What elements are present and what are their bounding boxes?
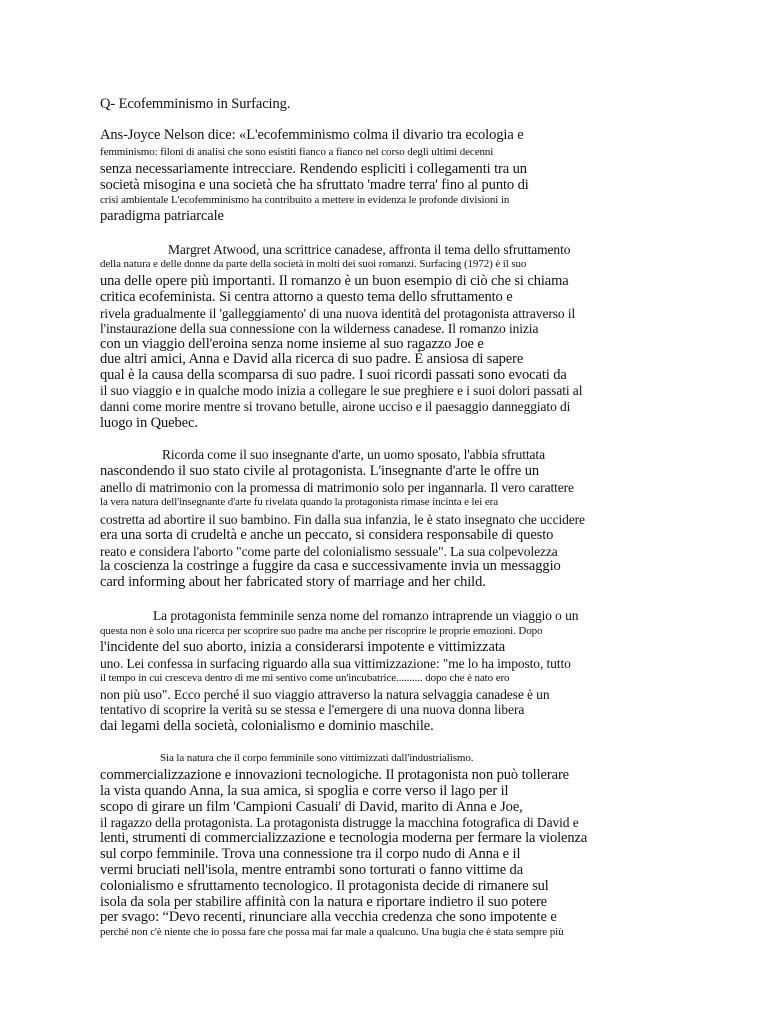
paragraph-2-line: danni come morire mentre si trovano betulle, airone ucciso e il paesaggio danneggiato di <box>100 399 571 414</box>
paragraph-2-line: critica ecofeminista. Si centra attorno a questo tema dello sfruttamento e <box>100 289 513 305</box>
paragraph-3-line: era una sorta di crudeltà e anche un peccato, si considera responsabile di questo <box>100 527 554 543</box>
paragraph-2-line: due altri amici, Anna e David alla ricerca di suo padre. È ansiosa di sapere <box>100 351 524 367</box>
paragraph-2-line: rivela gradualmente il 'galleggiamento' di una nuova identità del protagonista attraverso il <box>100 306 576 321</box>
paragraph-1-line: Ans-Joyce Nelson dice: «L'ecofemminismo colma il divario tra ecologia e <box>100 127 524 143</box>
paragraph-3-line: la vera natura dell'insegnante d'arte fu rivelata quando la protagonista rimase incinta e lei era <box>100 496 499 508</box>
paragraph-4-line: uno. Lei confessa in surfacing riguardo alla sua vittimizzazione: "me lo ha imposto, tutto <box>100 656 571 671</box>
paragraph-5-line: la vista quando Anna, la sua amica, si spoglia e corre verso il lago per il <box>100 783 509 799</box>
page-title: Q- Ecofemminismo in Surfacing. <box>100 96 291 112</box>
paragraph-2-line: della natura e delle donne da parte della società in molti dei suoi romanzi. Surfacing (1972) è il suo <box>100 258 527 270</box>
paragraph-5-line: perché non c'è niente che io possa fare che possa mai far male a qualcuno. Una bugia che è stata sempre più <box>100 926 564 938</box>
paragraph-5-line: commercializzazione e innovazioni tecnologiche. Il protagonista non può tollerare <box>100 767 570 783</box>
paragraph-3-line: la coscienza la costringe a fuggire da casa e successivamente invia un messaggio <box>100 558 561 574</box>
paragraph-3-line: reato e considera l'aborto "come parte del colonialismo sessuale". La sua colpevolezza <box>100 544 558 559</box>
paragraph-3-line: nascondendo il suo stato civile al protagonista. L'insegnante d'arte le offre un <box>100 463 540 479</box>
paragraph-4-line: dai legami della società, colonialismo e dominio maschile. <box>100 718 434 734</box>
paragraph-5-line: colonialismo e sfruttamento tecnologico. Il protagonista decide di rimanere sul <box>100 878 549 894</box>
paragraph-2-line: una delle opere più importanti. Il romanzo è un buon esempio di ciò che si chiama <box>100 273 569 289</box>
paragraph-3-line: anello di matrimonio con la promessa di matrimonio solo per ingannarla. Il vero carattere <box>100 480 574 495</box>
paragraph-5-line: Sia la natura che il corpo femminile sono vittimizzati dall'industrialismo. <box>160 752 474 764</box>
paragraph-1-line: paradigma patriarcale <box>100 208 224 224</box>
paragraph-2-line: Margret Atwood, una scrittrice canadese, affronta il tema dello sfruttamento <box>168 242 571 257</box>
paragraph-3-line: Ricorda come il suo insegnante d'arte, un uomo sposato, l'abbia sfruttata <box>162 447 545 462</box>
paragraph-1-line: crisi ambientale L'ecofemminismo ha contribuito a mettere in evidenza le profonde divisioni in <box>100 194 510 206</box>
paragraph-2-line: luogo in Quebec. <box>100 415 198 431</box>
paragraph-5-line: isola da sola per stabilire affinità con la natura e riportare indietro il suo potere <box>100 894 548 910</box>
paragraph-4-line: l'incidente del suo aborto, inizia a considerarsi impotente e vittimizzata <box>100 639 506 655</box>
paragraph-2-line: l'instaurazione della sua connessione con la wilderness canadese. Il romanzo inizia <box>100 321 539 336</box>
paragraph-5-line: sul corpo femminile. Trova una connessione tra il corpo nudo di Anna e il <box>100 846 521 862</box>
paragraph-2-line: il suo viaggio e in qualche modo inizia a collegare le sue preghiere e i suoi dolori passati al <box>100 383 583 398</box>
paragraph-1-line: femminismo: filoni di analisi che sono esistiti fianco a fianco nel corso degli ultimi decenni <box>100 146 494 158</box>
paragraph-2-line: con un viaggio dell'eroina senza nome insieme al suo ragazzo Joe e <box>100 336 484 352</box>
paragraph-1-line: senza necessariamente intrecciare. Rendendo espliciti i collegamenti tra un <box>100 161 527 177</box>
paragraph-3-line: costretta ad abortire il suo bambino. Fin dalla sua infanzia, le è stato insegnato che uccidere <box>100 512 585 527</box>
paragraph-5-line: il ragazzo della protagonista. La protagonista distrugge la macchina fotografica di David e <box>100 815 579 830</box>
paragraph-4-line: tentativo di scoprire la verità su se stessa e l'emergere di una nuova donna libera <box>100 702 525 717</box>
paragraph-4-line: La protagonista femminile senza nome del romanzo intraprende un viaggio o un <box>153 608 579 623</box>
paragraph-2-line: qual è la causa della scomparsa di suo padre. I suoi ricordi passati sono evocati da <box>100 367 567 383</box>
paragraph-5-line: scopo di girare un film 'Campioni Casuali' di David, marito di Anna e Joe, <box>100 799 523 815</box>
paragraph-4-line: il tempo in cui cresceva dentro di me mi sentivo come un'incubatrice.......... dopo che è nato ero <box>100 672 510 684</box>
paragraph-3-line: card informing about her fabricated story of marriage and her child. <box>100 574 486 590</box>
paragraph-4-line: non più uso". Ecco perché il suo viaggio attraverso la natura selvaggia canadese è un <box>100 687 550 702</box>
paragraph-4-line: questa non è solo una ricerca per scoprire suo padre ma anche per riscoprire le proprie emozioni. Dopo <box>100 625 543 637</box>
paragraph-1-line: società misogina e una società che ha sfruttato 'madre terra' fino al punto di <box>100 177 529 193</box>
paragraph-5-line: per svago: “Devo recenti, rinunciare alla vecchia credenza che sono impotente e <box>100 909 557 925</box>
paragraph-5-line: vermi bruciati nell'isola, mentre entrambi sono torturati o fanno vittime da <box>100 862 524 878</box>
paragraph-5-line: lenti, strumenti di commercializzazione e tecnologia moderna per fermare la violenza <box>100 830 588 846</box>
